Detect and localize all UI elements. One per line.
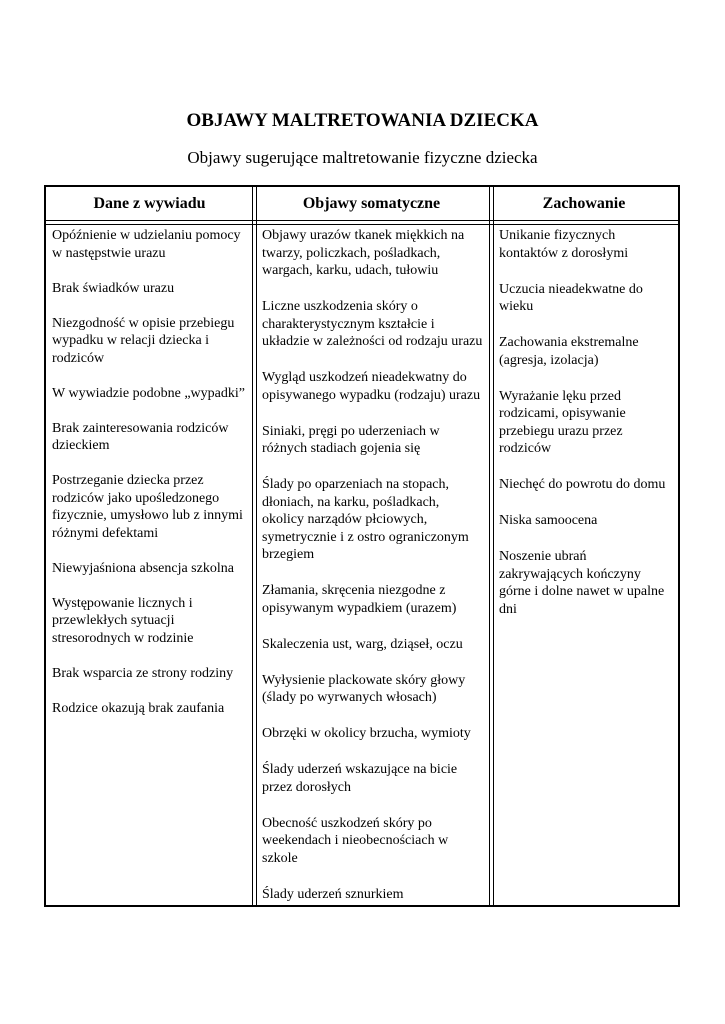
table-cell: Niechęć do powrotu do domu (499, 477, 666, 492)
table-cell: Unikanie fizycznych kontaktów z dorosłymi (499, 228, 629, 261)
column-interview (46, 187, 253, 905)
table-cell: Wygląd uszkodzeń nieadekwatny do opisywanego wypadku (rodzaju) urazu (262, 370, 481, 403)
table-cell: Siniaki, pręgi po uderzeniach w różnych stadiach gojenia się (262, 423, 440, 456)
table-cell: Brak zainteresowania rodziców dzieckiem (52, 420, 229, 453)
table-cell: Liczne uszkodzenia skóry o charakterystycznym kształcie i układzie w zależności od rodzaju urazu (262, 299, 483, 349)
table-cell: Uczucia nieadekwatne do wieku (499, 281, 643, 314)
table-cell: Skaleczenia ust, warg, dziąseł, oczu (262, 636, 463, 652)
table-cell: Ślady uderzeń wskazujące na bicie przez dorosłych (262, 762, 458, 795)
page-title: OBJAWY MALTRETOWANIA DZIECKA (186, 110, 539, 131)
table-cell: Wyłysienie plackowate skóry głowy (ślady po wyrwanych włosach) (262, 672, 466, 705)
table-cell: Obrzęki w okolicy brzucha, wymioty (262, 726, 471, 741)
table-cell: Brak świadków urazu (52, 280, 175, 296)
page-subtitle: Objawy sugerujące maltretowanie fizyczne dziecka (187, 148, 538, 167)
column-behavior (490, 187, 678, 905)
table-cell: Niska samoocena (499, 513, 598, 528)
table-cell: Brak wsparcia ze strony rodziny (52, 665, 234, 681)
table-cell: Ślady uderzeń sznurkiem (262, 886, 404, 902)
table-cell: Niezgodność w opisie przebiegu wypadku w relacji dziecka i rodziców (52, 315, 235, 366)
table-cell: Opóźnienie w udzielaniu pomocy w następstwie urazu (52, 228, 241, 261)
column-somatic (253, 187, 490, 905)
table-cell: Obecność uszkodzeń skóry po weekendach i nieobecnościach w szkole (262, 815, 449, 866)
table-cell: Ślady po oparzeniach na stopach, dłoniach, na karku, pośladkach, okolicy narządów płciowych, symetrycznie i z ostro ograniczonym brzegiem (262, 477, 469, 562)
table-cell: Objawy urazów tkanek miękkich na twarzy, policzkach, pośladkach, wargach, karku, udach, tułowiu (262, 228, 465, 278)
table-cell: W wywiadzie podobne „wypadki” (52, 385, 245, 401)
cell-list (52, 227, 247, 735)
column-header: Zachowanie (490, 187, 678, 221)
table-cell: Noszenie ubrań zakrywających kończyny górne i dolne nawet w upalne dni (499, 549, 665, 617)
table-cell: Rodzice okazują brak zaufania (52, 700, 225, 716)
cell-list (262, 227, 484, 922)
table-cell: Złamania, skręcenia niezgodne z opisywanym wypadkiem (urazem) (262, 583, 457, 616)
table-cell: Występowanie licznych i przewlekłych sytuacji stresorodnych w rodzinie (52, 595, 194, 646)
table-cell: Wyrażanie lęku przed rodzicami, opisywanie przebiegu urazu przez rodziców (499, 388, 626, 456)
symptoms-table (44, 185, 680, 907)
column-header: Objawy somatyczne (253, 187, 490, 221)
table-cell: Niewyjaśniona absencja szkolna (52, 560, 234, 576)
table-cell: Postrzeganie dziecka przez rodziców jako upośledzonego fizycznie, umysłowo lub z innymi różnymi defektami (52, 473, 243, 541)
table-cell: Zachowania ekstremalne (agresja, izolacja) (499, 335, 639, 368)
cell-list (499, 227, 672, 637)
column-header: Dane z wywiadu (46, 187, 253, 221)
